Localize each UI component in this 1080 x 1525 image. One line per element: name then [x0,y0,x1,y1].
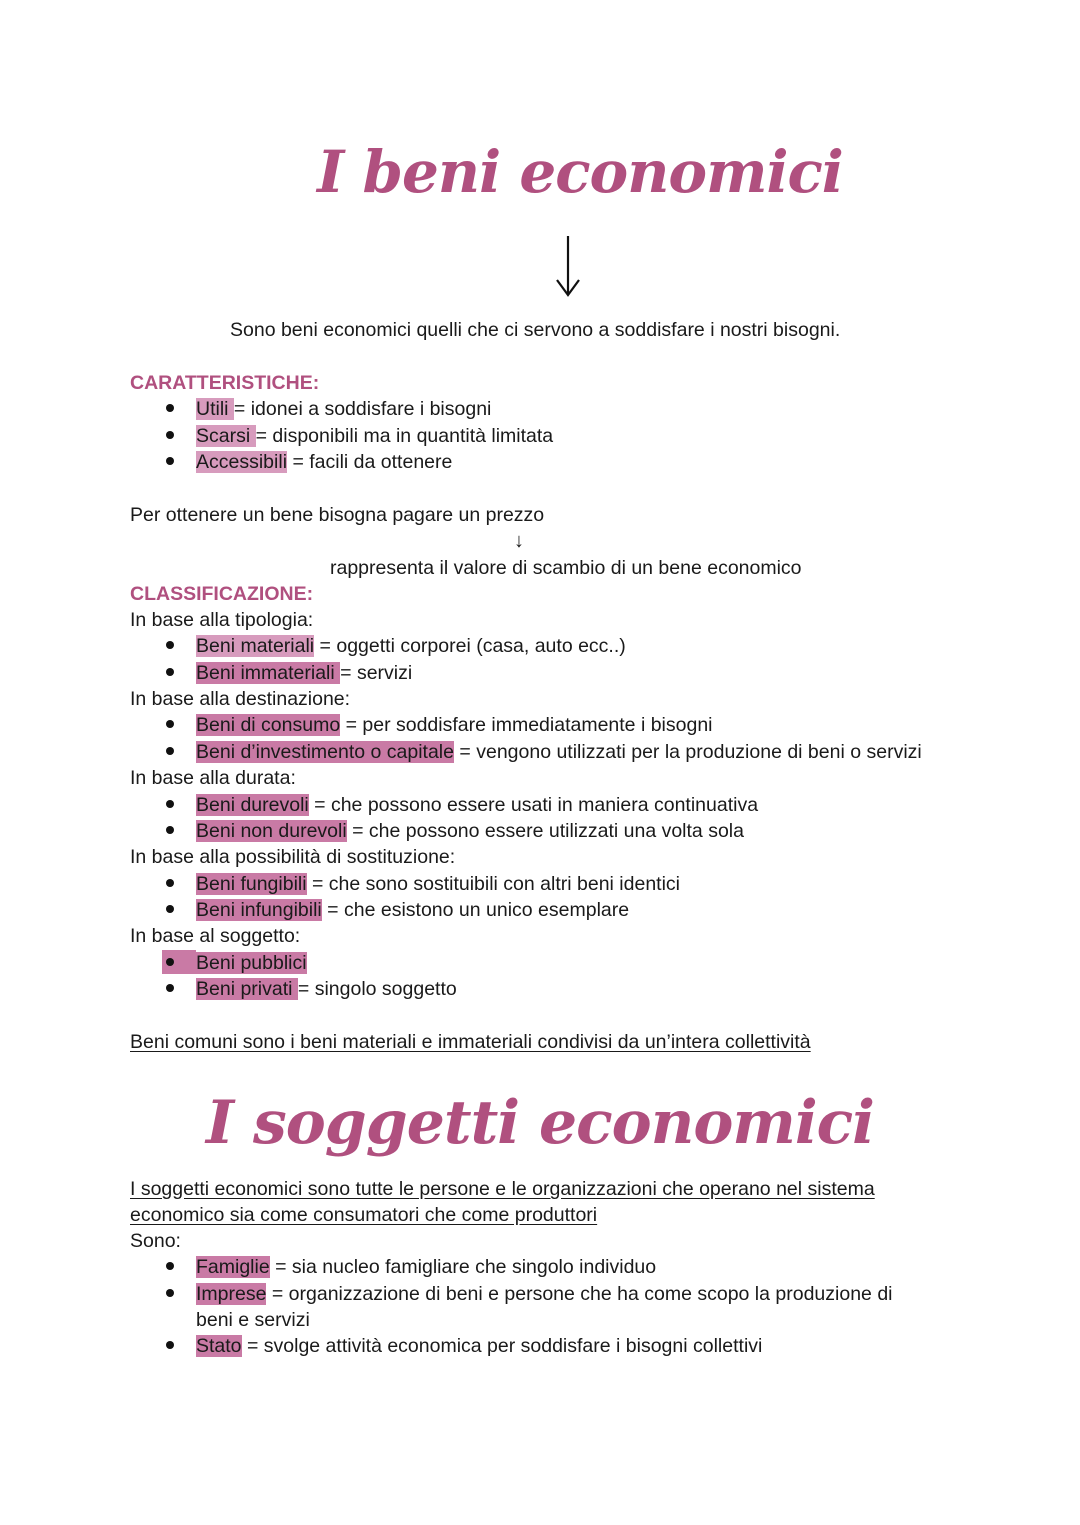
desc: = oggetti corporei (casa, auto ecc..) [314,635,626,657]
prezzo-explanation: rappresenta il valore di scambio di un bene economico [330,557,802,579]
term-famiglie: Famiglie [196,1256,270,1278]
term: Beni non durevoli [196,820,347,842]
title-soggetti-economici: I soggetti economici [206,1088,874,1158]
term-scarsi: Scarsi [196,425,256,447]
term: Beni immateriali [196,662,341,684]
bullet [166,1262,174,1270]
list-item [196,633,626,659]
bullet [166,720,174,728]
bullet [166,1341,174,1349]
list-item [196,660,412,686]
group-label: In base alla tipologia: [130,609,314,631]
desc: = facili da ottenere [287,451,453,473]
list-item [196,818,744,844]
list-item [196,1281,893,1307]
bullet [166,800,174,808]
list-item [196,423,553,449]
group-label: In base alla destinazione: [130,688,351,710]
group-label: In base alla durata: [130,767,296,789]
desc: = singolo soggetto [297,978,457,1000]
term: Beni infungibili [196,899,322,921]
term: Beni fungibili [196,873,307,895]
bullet [166,879,174,887]
desc: = vengono utilizzati per la produzione di beni o servizi [454,741,922,763]
bullet [166,984,174,992]
heading-caratteristiche: CARATTERISTICHE: [130,372,320,394]
desc: = svolge attività economica per soddisfare i bisogni collettivi [241,1335,763,1357]
group-label: In base al soggetto: [130,925,301,947]
bullet [166,826,174,834]
desc: = sia nucleo famigliare che singolo individuo [269,1256,657,1278]
list-item [196,897,629,923]
desc: = che possono essere usati in maniera continuativa [308,794,759,816]
list-item [196,396,491,422]
list-item [196,1333,762,1359]
desc: = per soddisfare immediatamente i bisogni [340,714,713,736]
prezzo-line: Per ottenere un bene bisogna pagare un prezzo [130,504,545,526]
beni-comuni-note: Beni comuni sono i beni materiali e immateriali condivisi da un’intera collettività [130,1031,811,1053]
bullet [166,905,174,913]
term-imprese: Imprese [196,1283,267,1305]
bullet [166,641,174,649]
list-item [196,1254,656,1280]
soggetti-definition-1: I soggetti economici sono tutte le persone e le organizzazioni che operano nel sistema [130,1178,875,1200]
term: Beni pubblici [196,952,307,974]
bullet [166,431,174,439]
bullet [166,668,174,676]
intro-text: Sono beni economici quelli che ci servono a soddisfare i nostri bisogni. [230,319,841,341]
heading-classificazione: CLASSIFICAZIONE: [130,583,314,605]
list-item [196,449,452,475]
desc: = servizi [340,662,413,684]
list-item [196,976,457,1002]
desc: = disponibili ma in quantità limitata [255,425,554,447]
desc: = organizzazione di beni e persone che ha come scopo la produzione di [266,1283,893,1305]
bullet [166,1289,174,1297]
term: Beni durevoli [196,794,309,816]
desc: = idonei a soddisfare i bisogni [233,398,492,420]
list-item [196,950,307,976]
desc: = che possono essere utilizzati una volta sola [346,820,744,842]
term-stato: Stato [196,1335,242,1357]
bullet [166,404,174,412]
group-label: In base alla possibilità di sostituzione: [130,846,456,868]
list-item [196,739,922,765]
term-accessibili: Accessibili [196,451,288,473]
term: Beni d’investimento o capitale [196,741,454,763]
soggetti-definition-2: economico sia come consumatori che come produttori [130,1204,598,1226]
sono-label: Sono: [130,1230,181,1252]
term: Beni privati [196,978,298,1000]
list-item [196,712,713,738]
term: Beni materiali [196,635,315,657]
bullet [166,457,174,465]
desc: = che esistono un unico esemplare [321,899,630,921]
bullet [166,747,174,755]
imprese-continuation: beni e servizi [196,1309,310,1331]
small-down-arrow-icon: ↓ [514,530,524,552]
down-arrow-icon [548,232,588,300]
title-beni-economici: I beni economici [317,138,843,206]
list-item [196,871,680,897]
term-utili: Utili [196,398,234,420]
list-item [196,792,758,818]
bullet [166,958,174,966]
term: Beni di consumo [196,714,341,736]
desc: = che sono sostituibili con altri beni identici [306,873,680,895]
